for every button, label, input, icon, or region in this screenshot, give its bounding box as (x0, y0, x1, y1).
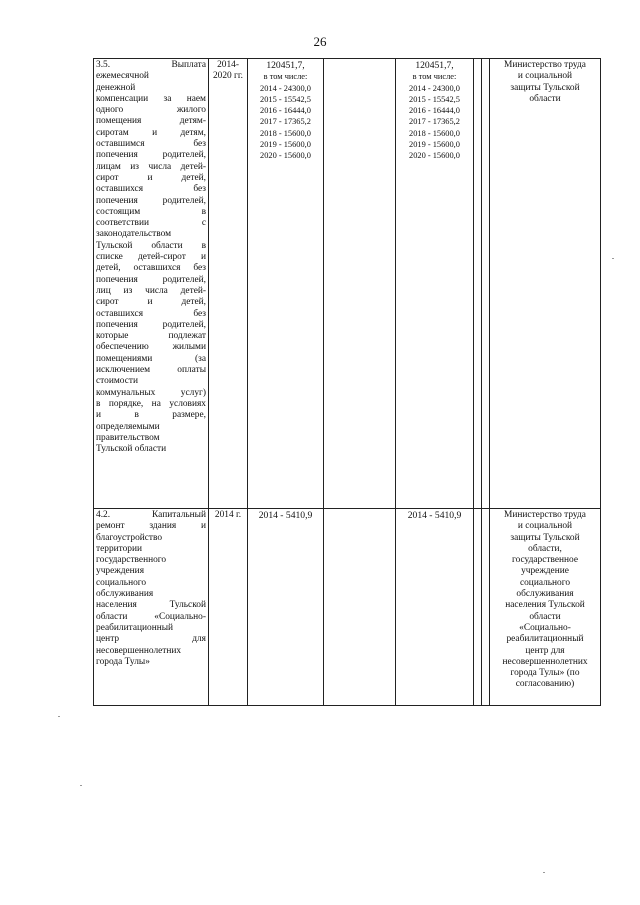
cell-line: законодательством (96, 229, 172, 240)
cell-line: 4.2. Капитальный (96, 510, 206, 520)
cell-line: попечения родителей, (96, 150, 206, 161)
scan-speck (543, 872, 545, 873)
cell-line: определяемыми (96, 421, 160, 432)
cell-line: области (529, 611, 561, 622)
narrow-cell-empty (474, 509, 482, 706)
cell-line: обслуживания (96, 589, 154, 600)
cell-line: обеспечению жилыми (96, 342, 206, 353)
responsible-cell (490, 509, 601, 706)
table-row (94, 509, 601, 706)
cell-line: 2017 - 17365,2 (260, 117, 311, 127)
cell-line: 2019 - 15600,0 (260, 140, 311, 150)
table-row (94, 59, 601, 509)
cell-line: в порядке, на условиях (96, 398, 206, 409)
cell-line: социального (519, 577, 571, 588)
cell-line: города Тулы» (96, 656, 150, 667)
funding-cell-empty (324, 59, 396, 509)
cell-line: 2018 - 15600,0 (260, 128, 311, 138)
cell-line: «Социально- (519, 622, 571, 633)
cell-line: сирот и детей, (96, 172, 206, 183)
cell-line: области «Социально- (96, 611, 206, 622)
cell-line: ежемесячной (96, 71, 149, 82)
cell-line: 2016 - 16444,0 (260, 106, 311, 116)
cell-line: 120451,7, (415, 60, 454, 71)
funding-cell-empty (324, 509, 396, 706)
cell-line: компенсации за наем (96, 93, 206, 104)
cell-line: попечения родителей, (96, 319, 206, 330)
cell-line: 2018 - 15600,0 (409, 128, 460, 138)
cell-line: 2019 - 15600,0 (409, 140, 460, 150)
regional-funding-cell (396, 509, 474, 706)
cell-line: реабилитационный (96, 622, 174, 633)
narrow-cell-empty (482, 509, 490, 706)
cell-line: государственного (96, 555, 167, 566)
cell-line: области, (528, 543, 562, 554)
cell-line: одного жилого (96, 105, 206, 116)
period-cell (209, 509, 248, 706)
cell-line: оставшимся без (96, 139, 206, 150)
cell-line: защиты Тульской (510, 532, 580, 543)
cell-line: несовершеннолетних (96, 645, 182, 656)
cell-line: 2020 - 15600,0 (260, 151, 311, 161)
cell-line: 2014 - 24300,0 (409, 83, 460, 93)
cell-line: соответствии с (96, 218, 206, 229)
cell-line: защиты Тульской (510, 82, 580, 93)
cell-line: состоящим в (96, 206, 206, 217)
cell-line: 2017 - 17365,2 (409, 117, 460, 127)
cell-line: центр для (96, 634, 206, 645)
cell-line: Министерство труда (504, 510, 586, 520)
cell-line: реабилитационный (506, 634, 584, 645)
regional-funding-cell (396, 59, 474, 509)
measure-name-cell (94, 59, 209, 509)
cell-line: и социальной (517, 71, 573, 82)
cell-line: 2014 - 24300,0 (260, 83, 311, 93)
cell-line: попечения родителей, (96, 274, 206, 285)
total-funding-cell (248, 59, 324, 509)
program-table (93, 58, 601, 706)
cell-line: и в размере, (96, 410, 206, 421)
cell-line: сиротам и детям, (96, 127, 206, 138)
cell-line: 2014- (217, 60, 239, 70)
cell-line: 2014 - 5410,9 (258, 510, 313, 521)
cell-line: населения Тульской (96, 600, 206, 611)
scan-speck (612, 258, 614, 259)
responsible-cell (490, 59, 601, 509)
cell-line: согласованию) (515, 679, 575, 690)
cell-line: стоимости (96, 376, 138, 387)
cell-line: центр для (525, 645, 565, 656)
total-funding-cell (248, 509, 324, 706)
cell-line: денежной (96, 82, 136, 93)
scan-speck (58, 716, 60, 717)
cell-line: 3.5. Выплата (96, 60, 206, 70)
cell-line: помещения детям- (96, 116, 206, 127)
scan-speck (80, 785, 82, 786)
narrow-cell-empty (482, 59, 490, 509)
cell-line: коммунальных услуг) (96, 387, 206, 398)
cell-line: 2014 - 5410,9 (407, 510, 462, 521)
cell-line: территории (96, 543, 143, 554)
cell-line: учреждения (96, 566, 145, 577)
cell-line: попечения родителей, (96, 195, 206, 206)
cell-line: которые подлежат (96, 331, 206, 342)
cell-line: лицам из числа детей- (96, 161, 206, 172)
cell-line: исключением оплаты (96, 365, 206, 376)
cell-line: в том числе: (412, 72, 457, 82)
cell-line: учреждение (521, 566, 569, 577)
cell-line: оставшихся без (96, 184, 206, 195)
cell-line: города Тулы» (по (510, 668, 580, 679)
cell-line: 2015 - 15542,5 (409, 94, 460, 104)
cell-line: Тульской области (96, 444, 167, 455)
cell-line: области (529, 93, 561, 104)
cell-line: детей, оставшихся без (96, 263, 206, 274)
cell-line: Тульской области в (96, 240, 206, 251)
cell-line: в том числе: (263, 72, 308, 82)
cell-line: 120451,7, (266, 60, 305, 71)
cell-line: 2015 - 15542,5 (260, 94, 311, 104)
cell-line: населения Тульской (505, 600, 585, 611)
page-number: 26 (313, 34, 327, 49)
cell-line: 2014 г. (214, 510, 242, 520)
cell-line: 2020 - 15600,0 (409, 151, 460, 161)
cell-line: сирот и детей, (96, 297, 206, 308)
cell-line: социального (96, 577, 147, 588)
cell-line: государственное (511, 555, 579, 566)
cell-line: и социальной (517, 521, 573, 532)
cell-line: несовершеннолетних (502, 656, 588, 667)
cell-line: ремонт здания и (96, 521, 206, 532)
cell-line: правительством (96, 432, 160, 443)
period-cell (209, 59, 248, 509)
cell-line: помещениями (за (96, 353, 206, 364)
narrow-cell-empty (474, 59, 482, 509)
cell-line: обслуживания (516, 589, 574, 600)
cell-line: 2016 - 16444,0 (409, 106, 460, 116)
cell-line: лиц из числа детей- (96, 285, 206, 296)
cell-line: списке детей-сирот и (96, 252, 206, 263)
cell-line: благоустройство (96, 532, 163, 543)
measure-name-cell (94, 509, 209, 706)
cell-line: оставшихся без (96, 308, 206, 319)
cell-line: 2020 гг. (212, 71, 244, 82)
cell-line: Министерство труда (504, 60, 586, 70)
